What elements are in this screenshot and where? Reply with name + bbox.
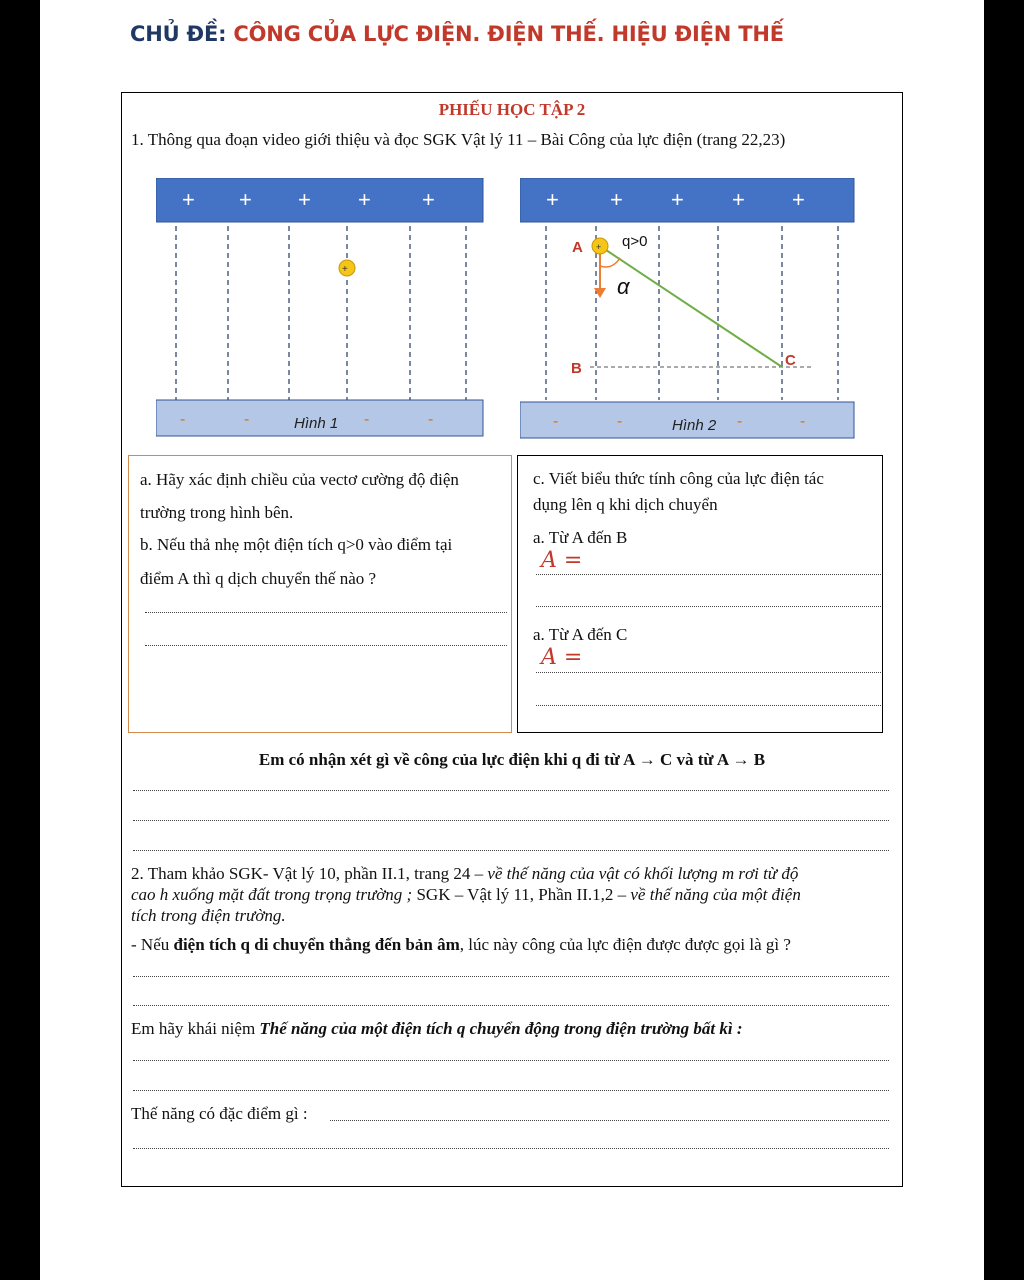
question-a-line1: a. Hãy xác định chiều của vectơ cường độ điện (140, 470, 459, 489)
angle-arc (600, 258, 620, 267)
minus-sign: - (617, 413, 623, 430)
concept-bold: Thế năng của một điện tích q chuyển động trong điện trường bất kì : (259, 1019, 743, 1038)
part2-line2-italic-a: cao h xuống mặt đất trong trọng trường ; (131, 885, 417, 904)
page-title (130, 22, 784, 46)
concept-pre: Em hãy khái niệm (131, 1019, 260, 1038)
minus-sign: - (180, 411, 186, 428)
figure-caption: Hình 2 (672, 417, 717, 434)
answer-line[interactable] (133, 790, 889, 791)
figure-2 (520, 178, 856, 440)
part2-line2 (131, 885, 801, 905)
title-prefix: CHỦ ĐỀ: (130, 22, 227, 46)
question-box-left (128, 455, 512, 733)
field-lines (176, 226, 466, 400)
question-bold: điện tích q di chuyển thẳng đến bản âm (173, 935, 460, 954)
plus-sign: + (546, 187, 559, 212)
plus-sign: + (422, 187, 435, 212)
part2-line3 (131, 906, 286, 926)
part2-line3-italic: tích trong điện trường. (131, 906, 286, 925)
question-post: , lúc này công của lực điện được được gọi là gì ? (459, 935, 791, 954)
part2-line1 (131, 864, 798, 884)
charge-sign: + (596, 242, 602, 252)
work-formula-ab: A = (541, 548, 583, 573)
part2-line2-italic-b: về thế năng của một điện (630, 885, 801, 904)
worksheet-title: PHIẾU HỌC TẬP 2 (438, 100, 586, 119)
answer-line[interactable] (133, 1148, 889, 1149)
title-main: CÔNG CỦA LỰC ĐIỆN. ĐIỆN THẾ. HIỆU ĐIỆN THẾ (233, 22, 784, 46)
answer-line[interactable] (133, 976, 889, 977)
question-a-line2: trường trong hình bên. (140, 503, 294, 522)
charge-label: q>0 (622, 233, 648, 250)
charge-sign: + (342, 264, 348, 275)
figure-1 (156, 178, 484, 438)
plus-sign: + (671, 187, 684, 212)
part2-line1-normal: 2. Tham khảo SGK- Vật lý 10, phần II.1, trang 24 – (131, 864, 488, 883)
part2-line1-italic: về thế năng của vật có khối lượng m rơi từ độ (487, 864, 799, 883)
question-pre: - Nếu (131, 935, 174, 954)
answer-line[interactable] (536, 574, 881, 575)
answer-line[interactable] (145, 612, 507, 613)
work-formula-ac: A = (541, 645, 583, 670)
comparison-question: Em có nhận xét gì về công của lực điện khi q đi từ A → C và từ A → B (258, 750, 766, 769)
minus-sign: - (364, 411, 370, 428)
answer-line[interactable] (133, 850, 889, 851)
plus-sign: + (732, 187, 745, 212)
answer-line[interactable] (536, 606, 881, 607)
case-a-to-b: a. Từ A đến B (533, 528, 628, 547)
answer-line[interactable] (133, 1090, 889, 1091)
minus-sign: - (244, 411, 250, 428)
answer-line[interactable] (330, 1120, 889, 1121)
intro-text: 1. Thông qua đoạn video giới thiệu và đọc SGK Vật lý 11 – Bài Công của lực điện (trang 22,23) (131, 130, 786, 149)
plus-sign: + (298, 187, 311, 212)
feature-question: Thế năng có đặc điểm gì : (131, 1104, 308, 1123)
answer-line[interactable] (145, 645, 507, 646)
plus-sign: + (610, 187, 623, 212)
minus-sign: - (737, 413, 743, 430)
answer-line[interactable] (536, 672, 881, 673)
figure-caption: Hình 1 (294, 415, 339, 432)
plus-sign: + (358, 187, 371, 212)
minus-sign: - (428, 411, 434, 428)
part2-line2-normal: SGK – Vật lý 11, Phần II.1,2 – (416, 885, 631, 904)
concept-question (131, 1019, 743, 1039)
point-c-label: C (785, 352, 796, 369)
angle-label: α (617, 274, 630, 299)
answer-line[interactable] (536, 705, 881, 706)
question-c-line2: dụng lên q khi dịch chuyển (533, 495, 718, 514)
question-b-line1: b. Nếu thả nhẹ một điện tích q>0 vào điểm tại (140, 535, 453, 554)
answer-line[interactable] (133, 1060, 889, 1061)
minus-sign: - (553, 413, 559, 430)
answer-line[interactable] (133, 820, 889, 821)
plus-sign: + (792, 187, 805, 212)
path-a-to-c (600, 246, 782, 367)
case-a-to-c: a. Từ A đến C (533, 625, 628, 644)
plus-sign: + (182, 187, 195, 212)
point-a-label: A (572, 239, 583, 256)
question-b-line2: điểm A thì q dịch chuyển thế nào ? (140, 569, 377, 588)
plus-sign: + (239, 187, 252, 212)
answer-line[interactable] (133, 1005, 889, 1006)
minus-sign: - (800, 413, 806, 430)
question-c-line1: c. Viết biểu thức tính công của lực điện tác (533, 469, 824, 488)
point-b-label: B (571, 360, 582, 377)
field-lines (546, 226, 838, 400)
negative-plate-question (131, 935, 791, 955)
